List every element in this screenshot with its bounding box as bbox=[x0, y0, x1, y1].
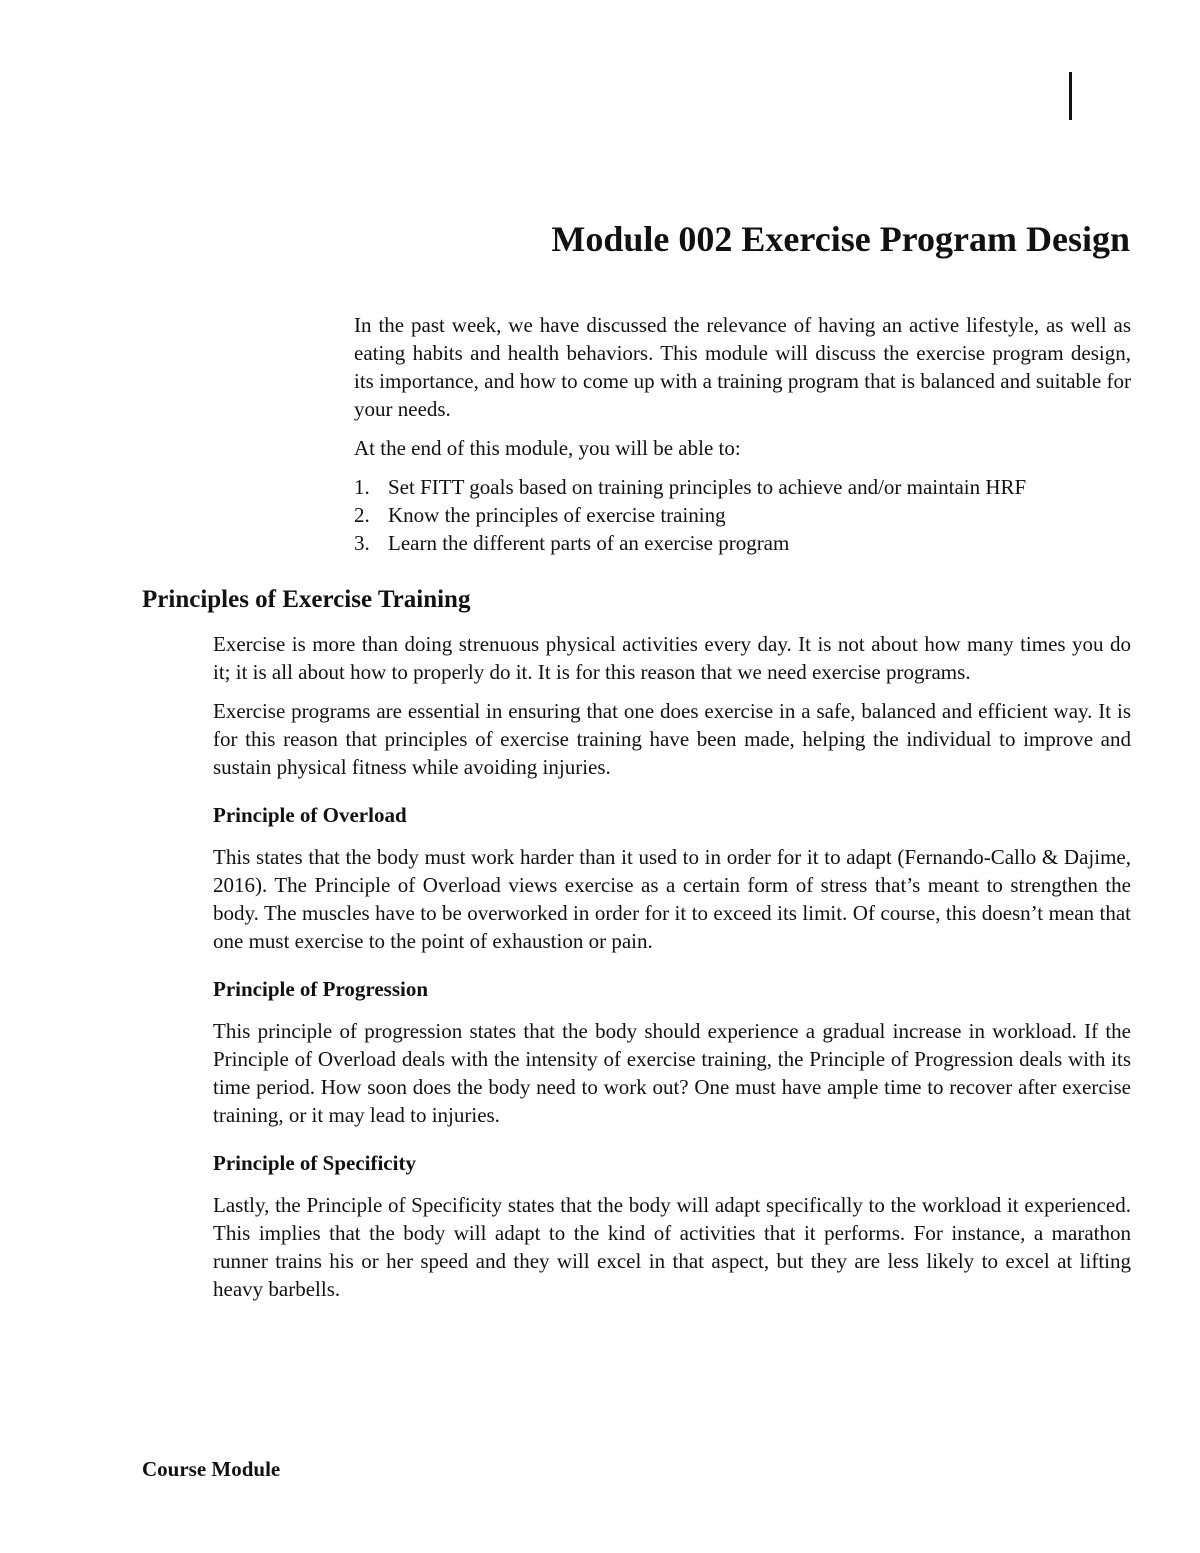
principle-overload-heading: Principle of Overload bbox=[213, 803, 407, 827]
objective-number: 1. bbox=[354, 475, 370, 499]
page-marker-line bbox=[1069, 72, 1072, 120]
objective-text: Set FITT goals based on training principles to achieve and/or maintain HRF bbox=[388, 475, 1027, 499]
footer-course-module: Course Module bbox=[142, 1457, 281, 1481]
principle-progression-text: This principle of progression states that the body should experience a gradual increase in workload. If the Principle of Overload deals with the intensity of exercise training, the Principle of Progression deals with its time period. How soon does the body need to work out? One must have ample time to recover after exercise training, or it may lead to injuries. bbox=[213, 1019, 1131, 1127]
intro-paragraph: In the past week, we have discussed the relevance of having an active lifestyle, as well as eating habits and health behaviors. This module will discuss the exercise program design, its importance, and how to come up with a training program that is balanced and suitable for your needs. bbox=[354, 313, 1131, 421]
principle-overload-text: This states that the body must work harder than it used to in order for it to adapt (Fernando-Callo & Dajime, 2016). The Principle of Overload views exercise as a certain form of stress that’s meant to strengthen the body. The muscles have to be overworked in order for it to exceed its limit. Of course, this doesn’t mean that one must exercise to the point of exhaustion or pain. bbox=[213, 845, 1131, 953]
objectives-lead: At the end of this module, you will be able to: bbox=[354, 436, 741, 460]
module-title: Module 002 Exercise Program Design bbox=[551, 219, 1130, 259]
objective-text: Learn the different parts of an exercise program bbox=[388, 531, 790, 555]
objective-text: Know the principles of exercise training bbox=[388, 503, 726, 527]
objective-item bbox=[354, 529, 1131, 557]
body-paragraph: Exercise is more than doing strenuous physical activities every day. It is not about how many times you do it; it is all about how to properly do it. It is for this reason that we need exercise programs. bbox=[213, 632, 1131, 684]
principle-specificity-text: Lastly, the Principle of Specificity states that the body will adapt specifically to the workload it experienced. This implies that the body will adapt to the kind of activities that it performs. For instance, a marathon runner trains his or her speed and they will excel in that aspect, but they are less likely to excel at lifting heavy barbells. bbox=[213, 1193, 1131, 1301]
body-paragraph: Exercise programs are essential in ensuring that one does exercise in a safe, balanced and efficient way. It is for this reason that principles of exercise training have been made, helping the individual to improve and sustain physical fitness while avoiding injuries. bbox=[213, 699, 1131, 779]
objective-number: 2. bbox=[354, 503, 370, 527]
objective-item bbox=[354, 473, 1131, 501]
section-body bbox=[213, 630, 1131, 1314]
principle-specificity-heading: Principle of Specificity bbox=[213, 1151, 416, 1175]
intro-block bbox=[354, 311, 1131, 557]
objective-number: 3. bbox=[354, 531, 370, 555]
objective-item bbox=[354, 501, 1131, 529]
section-title: Principles of Exercise Training bbox=[142, 586, 471, 613]
principle-progression-heading: Principle of Progression bbox=[213, 977, 429, 1001]
objectives-list bbox=[354, 473, 1131, 557]
